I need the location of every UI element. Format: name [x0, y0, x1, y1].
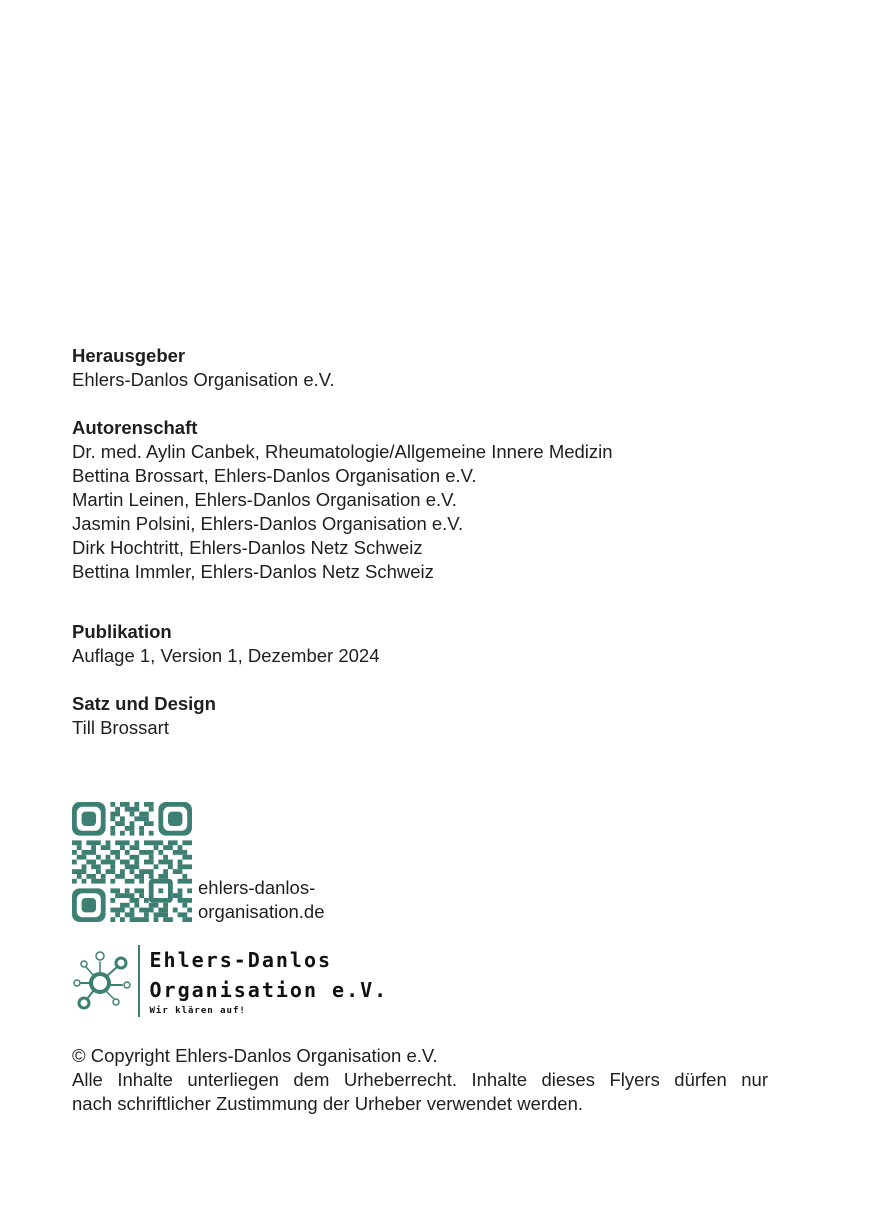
logo-divider [138, 945, 140, 1017]
author-line: Jasmin Polsini, Ehlers-Danlos Organisation e.V. [72, 513, 464, 534]
qr-section [72, 798, 325, 922]
author-line: Bettina Brossart, Ehlers-Danlos Organisation e.V. [72, 465, 477, 486]
design-heading: Satz und Design [72, 693, 216, 714]
design-name: Till Brossart [72, 717, 169, 738]
author-line: Martin Leinen, Ehlers-Danlos Organisation e.V. [72, 489, 457, 510]
organisation-logo [72, 945, 388, 1017]
copyright-text-line: Alle Inhalte unterliegen dem Urheberrecht. Inhalte dieses Flyers dürfen nur [72, 1069, 768, 1090]
publisher-heading: Herausgeber [72, 345, 186, 366]
logo-wordmark [150, 945, 389, 1017]
publication-edition: Auflage 1, Version 1, Dezember 2024 [72, 645, 380, 666]
author-line: Bettina Immler, Ehlers-Danlos Netz Schweiz [72, 561, 434, 582]
author-line: Dirk Hochtritt, Ehlers-Danlos Netz Schweiz [72, 537, 423, 558]
copyright-text-line: nach schriftlicher Zustimmung der Urheber verwendet werden. [72, 1093, 584, 1114]
website-url-line1: ehlers-danlos- [198, 877, 316, 898]
copyright-line: © Copyright Ehlers-Danlos Organisation e.V. [72, 1045, 438, 1066]
logo-tagline: Wir klären auf! [149, 1006, 246, 1016]
website-link[interactable] [198, 876, 325, 924]
publisher-name: Ehlers-Danlos Organisation e.V. [72, 369, 335, 390]
qr-code-icon[interactable] [72, 802, 192, 922]
logo-line-2: Organisation e.V. [149, 978, 389, 1002]
imprint-content [72, 344, 772, 740]
website-url-line2: organisation.de [198, 901, 325, 922]
authors-heading: Autorenschaft [72, 417, 198, 438]
logo-line-1: Ehlers-Danlos [149, 948, 333, 972]
molecule-logo-icon [72, 945, 132, 1017]
copyright-notice [72, 1044, 768, 1116]
publication-heading: Publikation [72, 621, 172, 642]
author-line: Dr. med. Aylin Canbek, Rheumatologie/Allgemeine Innere Medizin [72, 441, 613, 462]
